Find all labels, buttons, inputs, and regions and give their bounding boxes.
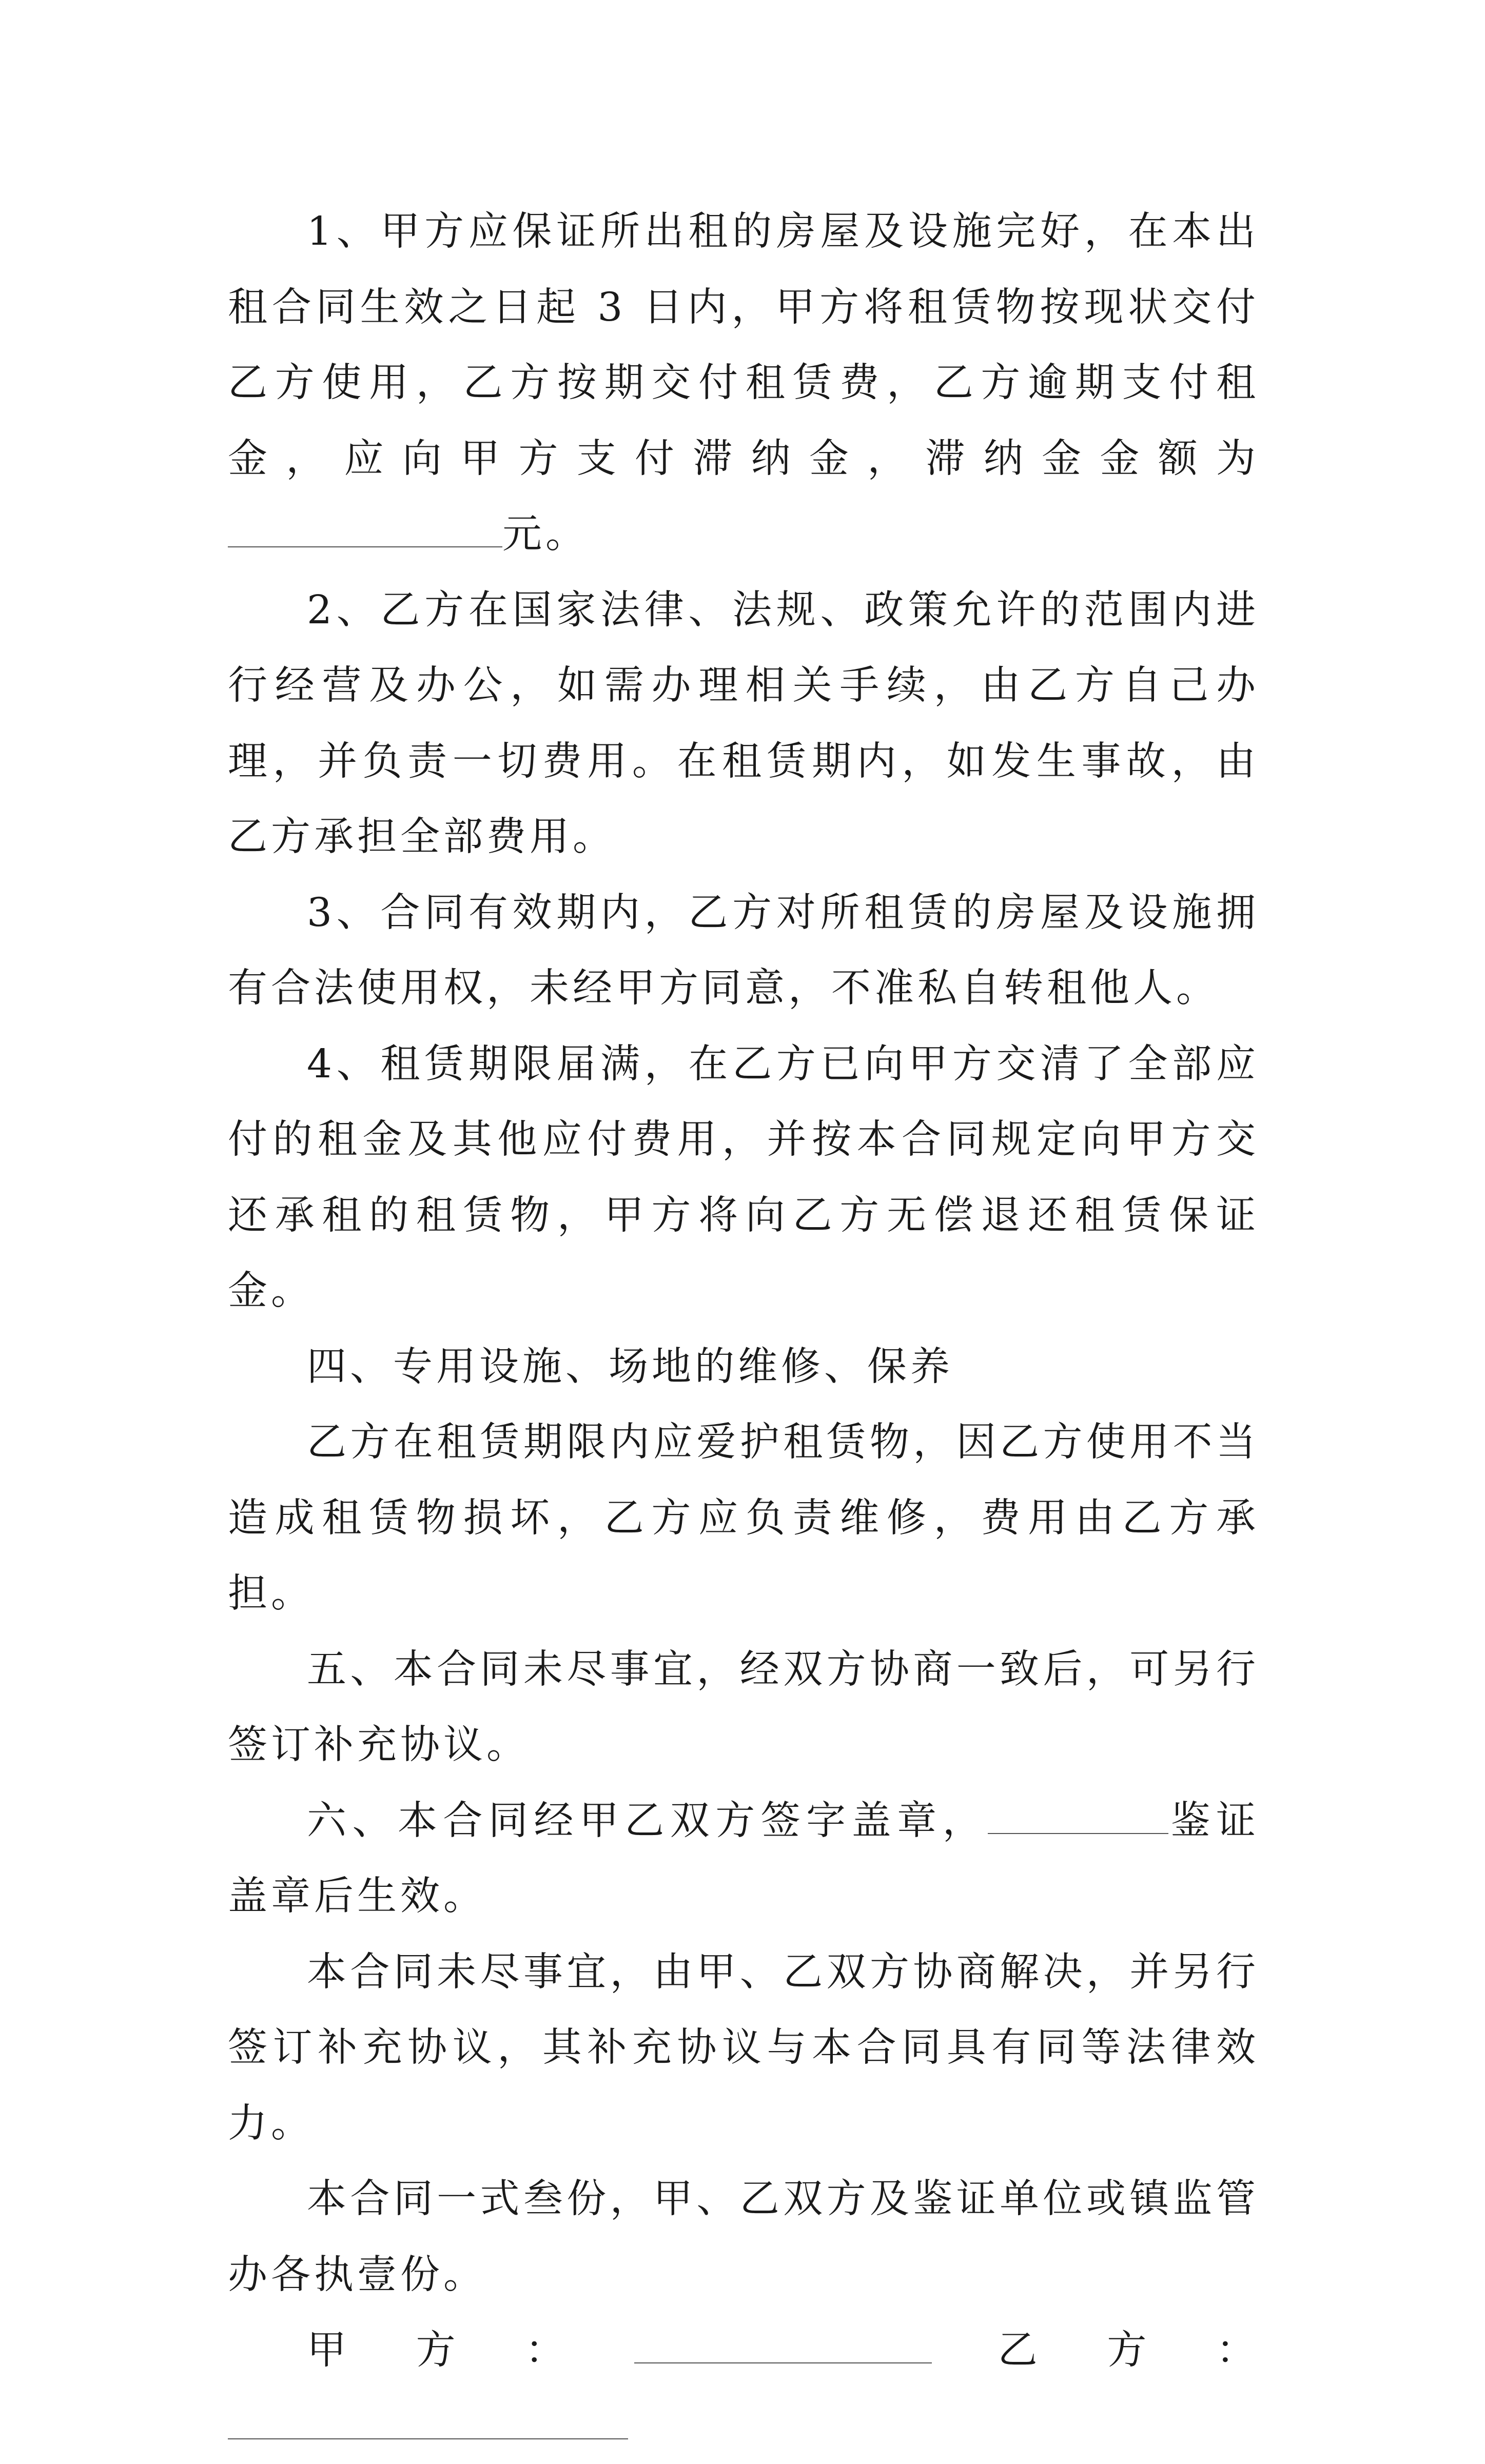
late-fee-amount-blank [228,510,502,547]
section-4-body: 乙方在租赁期限内应爱护租赁物，因乙方使用不当造成租赁物损坏，乙方应负责维修，费用由乙方承担。 [228,1420,1259,1617]
supplement-clause: 本合同未尽事宜，由甲、乙双方协商解决，并另行签订补充协议，其补充协议与本合同具有同等法律效力。 [228,1949,1259,2146]
section-6-text-b: 鉴证盖章后生效。 [228,1798,1260,1919]
section-6-text-a: 六、本合同经甲乙双方签字盖章， [307,1798,988,1844]
section-6 [228,1783,1259,1935]
clause-2: 2、乙方在国家法律、法规、政策允许的范围内进行经营及办公，如需办理相关手续，由乙方自己办理，并负责一切费用。在租赁期内，如发生事故，由乙方承担全部费用。 [228,587,1259,860]
clause-1-unit: 元。 [502,511,589,557]
clause-3: 3、合同有效期内，乙方对所租赁的房屋及设施拥有合法使用权，未经甲方同意，不准私自转租他人。 [228,890,1259,1011]
party-a-label: 甲方： [307,2328,634,2373]
clause-1 [228,194,1259,573]
party-b-signature-blank [228,2402,628,2439]
certifier-blank [988,1797,1168,1834]
clause-4: 4、租赁期限届满，在乙方已向甲方交清了全部应付的租金及其他应付费用，并按本合同规定向甲方交还承租的租赁物，甲方将向乙方无偿退还租赁保证金。 [228,1041,1259,1314]
copies-clause: 本合同一式叁份，甲、乙双方及鉴证单位或镇监管办各执壹份。 [228,2176,1259,2298]
party-b-label: 乙方： [932,2328,1259,2373]
signature-line [228,2313,1259,2464]
section-5: 五、本合同未尽事宜，经双方协商一致后，可另行签订补充协议。 [228,1646,1259,1768]
clause-1-text: 1、甲方应保证所出租的房屋及设施完好，在本出租合同生效之日起 3 日内，甲方将租赁物按现状交付乙方使用，乙方按期交付租赁费，乙方逾期支付租金，应向甲方支付滞纳金，滞纳金金额为 [228,209,1259,482]
section-4-heading: 四、专用设施、场地的维修、保养 [307,1344,953,1390]
party-a-signature-blank [634,2327,932,2363]
contract-body [228,194,1259,2464]
